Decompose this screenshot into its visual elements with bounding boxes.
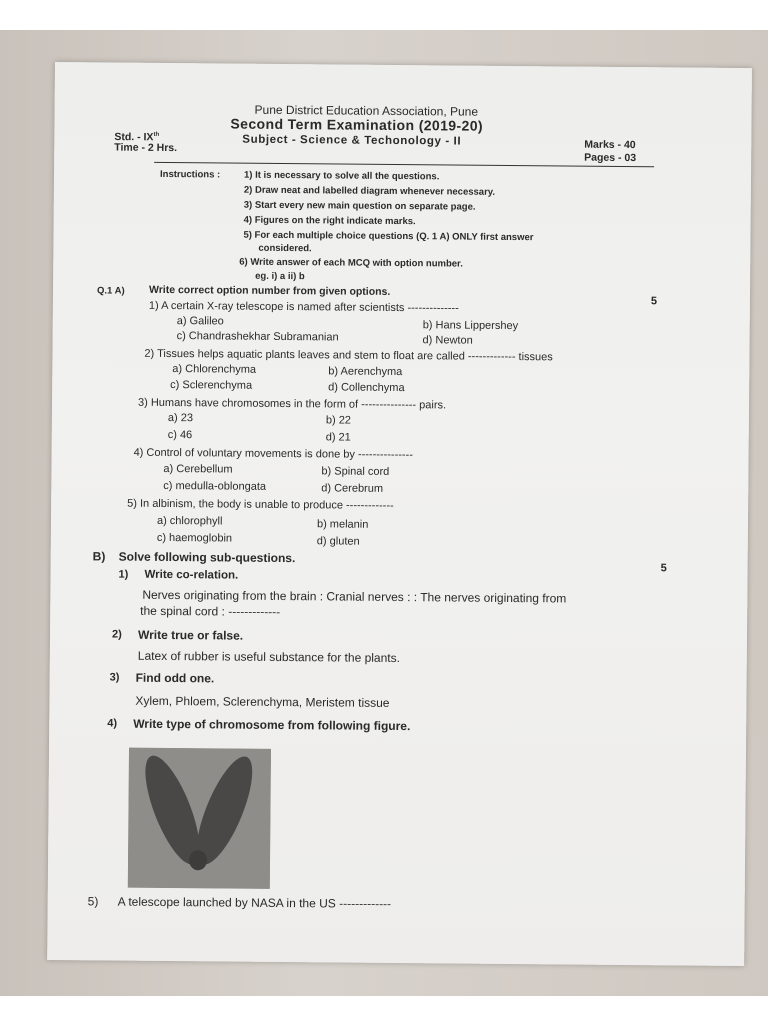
mcq-5-option-b: b) melanin: [316, 518, 369, 531]
sub-1-line-1: Nerves originating from the brain : Cranial nerves : : The nerves originating from: [142, 587, 567, 606]
mcq-3-option-a: a) 23: [167, 411, 194, 425]
instruction-example: eg. i) a ii) b: [255, 270, 305, 283]
sub-1-number: 1): [118, 568, 129, 581]
q1b-marks: 5: [660, 562, 667, 575]
q1b-number: B): [92, 549, 106, 564]
instruction-2: 2) Draw neat and labelled diagram whenever necessary.: [243, 184, 496, 198]
mcq-4-option-d: d) Cerebrum: [321, 482, 384, 495]
instruction-4: 4) Figures on the right indicate marks.: [243, 214, 416, 228]
mcq-3-option-d: d) 21: [325, 431, 351, 444]
mcq-2-text: 2) Tissues helps aquatic plants leaves and stem to float are called ------------- tissues: [144, 347, 553, 364]
chromosome-drawing: [128, 748, 271, 889]
chromosome-figure: [128, 748, 271, 889]
sub-2-title: Write true or false.: [137, 627, 244, 643]
mcq-1-text: 1) A certain X-ray telescope is named after scientists --------------: [148, 299, 459, 315]
q1b-title: Solve following sub-questions.: [118, 549, 296, 566]
instruction-5: 5) For each multiple choice questions (Q. 1 A) ONLY first answer: [243, 229, 534, 244]
sub-2-line-1: Latex of rubber is useful substance for the plants.: [137, 648, 401, 666]
mcq-4-text: 4) Control of voluntary movements is done by ---------------: [133, 446, 413, 462]
mcq-5-option-d: d) gluten: [316, 535, 360, 548]
q1a-marks: 5: [650, 295, 658, 308]
mcq-2-option-c: c) Sclerenchyma: [170, 379, 253, 392]
mcq-5-text: 5) In albinism, the body is unable to produce -------------: [127, 497, 394, 512]
mcq-2-option-d: d) Collenchyma: [328, 381, 405, 395]
sub-1-line-2: the spinal cord : -------------: [140, 603, 281, 619]
instructions-label: Instructions :: [159, 168, 221, 181]
mcq-3-option-b: b) 22: [325, 414, 352, 427]
sub-4-number: 4): [107, 717, 118, 730]
q1a-number: Q.1 A): [96, 285, 125, 297]
mcq-1-option-a: a) Galileo: [176, 315, 224, 328]
mcq-3-option-c: c) 46: [167, 428, 193, 442]
mcq-3-text: 3) Humans have chromosomes in the form of --------------- pairs.: [137, 396, 447, 412]
top-margin: [0, 0, 768, 30]
mcq-4-option-b: b) Spinal cord: [321, 465, 390, 478]
mcq-4-option-a: a) Cerebellum: [163, 462, 233, 476]
sub-5-number: 5): [87, 894, 99, 909]
std-text: Std. - IX: [114, 131, 154, 144]
sub-3-number: 3): [109, 671, 120, 684]
header-rule: [154, 162, 654, 167]
mcq-2-option-b: b) Aerenchyma: [328, 365, 403, 379]
sub-4-title: Write type of chromosome from following figure.: [133, 716, 411, 734]
mcq-5-option-c: c) haemoglobin: [156, 531, 233, 545]
marks-label: Marks - 40: [584, 138, 636, 152]
instruction-1: 1) It is necessary to solve all the questions.: [243, 169, 440, 183]
sub-1-title: Write co-relation.: [144, 568, 239, 582]
instruction-3: 3) Start every new main question on separate page.: [243, 199, 476, 213]
bottom-margin: [0, 996, 768, 1024]
mcq-1-option-b: b) Hans Lippershey: [422, 319, 519, 333]
time-label: Time - 2 Hrs.: [114, 141, 178, 155]
q1a-title: Write correct option number from given options.: [148, 283, 391, 298]
association-name: Pune District Education Association, Pune: [254, 102, 479, 119]
sub-5-line-1: A telescope launched by NASA in the US -------------: [117, 894, 392, 911]
exam-title: Second Term Examination (2019-20): [230, 115, 484, 134]
mcq-1-option-d: d) Newton: [422, 334, 473, 347]
instruction-6: 6) Write answer of each MCQ with option number.: [239, 256, 463, 270]
subject-title: Subject - Science & Techonology - II: [242, 133, 462, 148]
exam-paper: [47, 62, 752, 966]
mcq-2-option-a: a) Chlorenchyma: [172, 363, 257, 376]
sub-3-title: Find odd one.: [135, 670, 215, 686]
std-superscript: th: [153, 131, 160, 138]
sub-2-number: 2): [111, 628, 122, 641]
pages-label: Pages - 03: [584, 151, 637, 165]
mcq-4-option-c: c) medulla-oblongata: [163, 479, 267, 493]
mcq-1-option-c: c) Chandrashekhar Subramanian: [176, 330, 339, 344]
instruction-5-cont: considered.: [258, 242, 312, 255]
mcq-5-option-a: a) chlorophyll: [156, 514, 223, 528]
sub-3-line-1: Xylem, Phloem, Sclerenchyma, Meristem tissue: [135, 693, 390, 710]
